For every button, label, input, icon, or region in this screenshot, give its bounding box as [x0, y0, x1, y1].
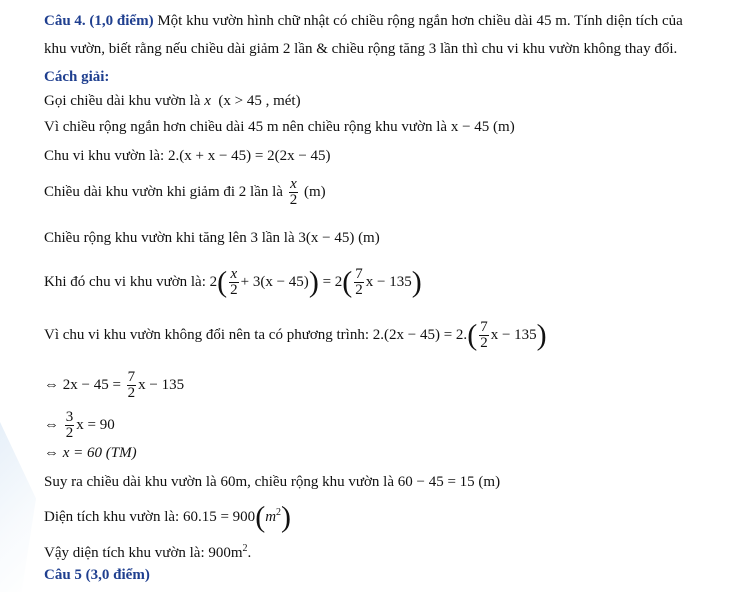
step-3: Chu vi khu vườn là: 2.(x + x − 45) = 2(2x − 45) [44, 148, 331, 164]
fraction: $\frac{7}{2}$ [127, 369, 136, 401]
solution-heading: Cách giải: [44, 69, 110, 85]
step-7: Vì chu vi khu vườn không đổi nên ta có phương trình: 2.(2x − 45) = 2.( $\frac{7}{2}$ x − 135) [44, 318, 547, 352]
step-12: Diện tích khu vườn là: $60.15 = 900(m^2)$ [44, 500, 292, 534]
step-9: ⇔ $\frac{3}{2}$ x = 90 [44, 409, 115, 441]
step-6: Khi đó chu vi khu vườn là: 2( $\frac{x}{2}$ + 3(x − 45)) = 2( $\frac{7}{2}$ x − 135) [44, 265, 422, 299]
step-11: Suy ra chiều dài khu vườn là 60m, chiều rộng khu vườn là 60 − 45 = 15 (m) [44, 474, 501, 490]
fraction: $\frac{7}{2}$ [355, 266, 363, 298]
step-2: Vì chiều rộng ngắn hơn chiều dài 45 m nên chiều rộng khu vườn là x − 45 (m) [44, 119, 515, 135]
corner-decoration [0, 422, 36, 592]
problem-title: Câu 4. (1,0 điểm) [44, 13, 154, 29]
fraction: $\frac{3}{2}$ [65, 409, 74, 441]
step-1: Gọi chiều dài khu vườn là x (x > 45 , mét) [44, 93, 301, 109]
next-problem-title: Câu 5 (3,0 điểm) [44, 567, 150, 583]
problem-line-2: khu vườn, biết rằng nếu chiều dài giảm 2 lần & chiều rộng tăng 3 lần thì chu vi khu vườn không thay đổi. [44, 41, 678, 57]
step-5: Chiều rộng khu vườn khi tăng lên 3 lần là 3(x − 45) (m) [44, 230, 380, 246]
step-8: ⇔ 2x − 45 = $\frac{7}{2}$ x − 135 [44, 369, 185, 401]
problem-text-1: Một khu vườn hình chữ nhật có chiều rộng ngắn hơn chiều dài 45 m. Tính diện tích của [157, 13, 683, 29]
step-13: Vậy diện tích khu vườn là: $900m^2$. [44, 543, 252, 561]
step-10: ⇔ x = 60 (TM) [44, 445, 137, 461]
fraction: $\frac{7}{2}$ [480, 319, 488, 351]
problem-line-1 [44, 12, 683, 30]
step-4: Chiều dài khu vườn khi giảm đi 2 lần là $\frac{x}{2}$ (m) [44, 176, 326, 208]
fraction: $\frac{x}{2}$ [230, 266, 238, 298]
fraction: $\frac{x}{2}$ [289, 176, 298, 208]
